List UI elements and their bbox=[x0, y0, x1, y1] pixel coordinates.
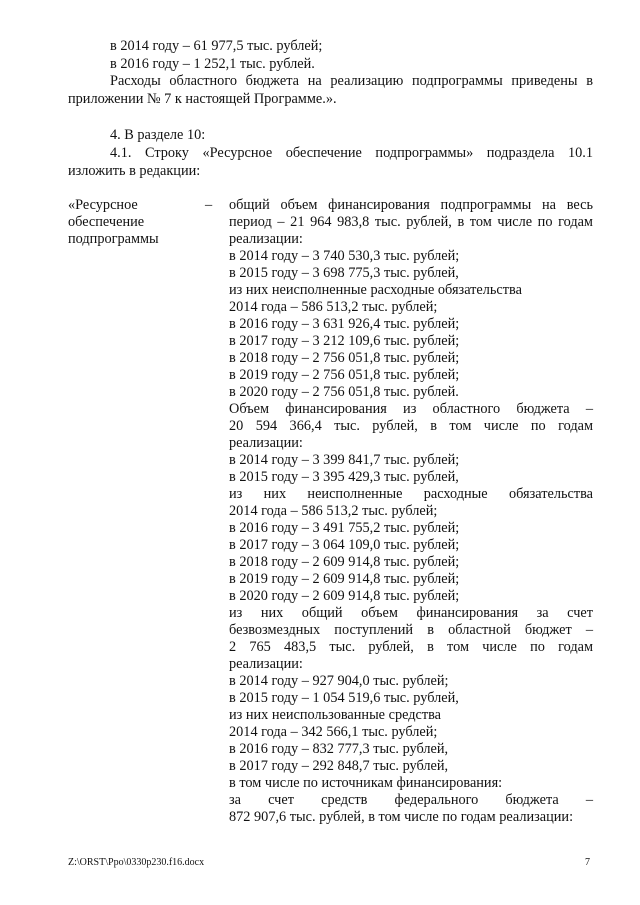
body-line: из них неисполненные расходные обязательства bbox=[229, 282, 522, 298]
body-line: реализации: bbox=[229, 435, 303, 451]
body-line: 2014 года – 586 513,2 тыс. рублей; bbox=[229, 503, 438, 519]
body-line: в 2014 году – 3 399 841,7 тыс. рублей; bbox=[229, 452, 460, 468]
paragraph-line: изложить в редакции: bbox=[68, 163, 201, 179]
page-number: 7 bbox=[585, 857, 590, 868]
row-label: подпрограммы bbox=[68, 231, 159, 247]
body-line: безвозмездных поступлений в областной бюджет – bbox=[229, 622, 593, 638]
row-dash: – bbox=[205, 197, 213, 213]
paragraph-line: Расходы областного бюджета на реализацию подпрограммы приведены в bbox=[110, 73, 593, 89]
body-line: реализации: bbox=[229, 231, 303, 247]
paragraph-line: 4.1. Строку «Ресурсное обеспечение подпрограммы» подраздела 10.1 bbox=[110, 145, 593, 161]
body-line: в 2015 году – 1 054 519,6 тыс. рублей, bbox=[229, 690, 459, 706]
body-line: общий объем финансирования подпрограммы на весь bbox=[229, 197, 593, 213]
footer-file-path: Z:\ORST\Ppo\0330p230.f16.docx bbox=[68, 857, 205, 868]
body-line: 20 594 366,4 тыс. рублей, в том числе по годам bbox=[229, 418, 593, 434]
body-line: в 2017 году – 3 212 109,6 тыс. рублей; bbox=[229, 333, 460, 349]
body-line: 2 765 483,5 тыс. рублей, в том числе по годам bbox=[229, 639, 593, 655]
section-heading: 4. В разделе 10: bbox=[110, 127, 206, 143]
body-line: в 2015 году – 3 698 775,3 тыс. рублей, bbox=[229, 265, 459, 281]
body-line: в том числе по источникам финансирования: bbox=[229, 775, 503, 791]
body-line: в 2016 году – 3 631 926,4 тыс. рублей; bbox=[229, 316, 460, 332]
body-line: в 2019 году – 2 756 051,8 тыс. рублей; bbox=[229, 367, 460, 383]
body-line: из них неисполненные расходные обязательства bbox=[229, 486, 593, 502]
body-line: Объем финансирования из областного бюджета – bbox=[229, 401, 593, 417]
body-line: в 2020 году – 2 756 051,8 тыс. рублей. bbox=[229, 384, 459, 400]
paragraph-line: приложении № 7 к настоящей Программе.». bbox=[68, 91, 337, 107]
body-line: в 2018 году – 2 756 051,8 тыс. рублей; bbox=[229, 350, 460, 366]
body-line: 2014 года – 586 513,2 тыс. рублей; bbox=[229, 299, 438, 315]
text-line: в 2014 году – 61 977,5 тыс. рублей; bbox=[110, 38, 323, 54]
body-line: 872 907,6 тыс. рублей, в том числе по годам реализации: bbox=[229, 809, 574, 825]
body-line: за счет средств федерального бюджета – bbox=[229, 792, 593, 808]
row-label: обеспечение bbox=[68, 214, 145, 230]
body-line: в 2015 году – 3 395 429,3 тыс. рублей, bbox=[229, 469, 459, 485]
body-line: в 2020 году – 2 609 914,8 тыс. рублей; bbox=[229, 588, 460, 604]
row-label: «Ресурсное bbox=[68, 197, 138, 213]
body-line: из них неиспользованные средства bbox=[229, 707, 442, 723]
body-line: из них общий объем финансирования за счет bbox=[229, 605, 593, 621]
body-line: в 2019 году – 2 609 914,8 тыс. рублей; bbox=[229, 571, 460, 587]
body-line: в 2017 году – 3 064 109,0 тыс. рублей; bbox=[229, 537, 460, 553]
body-line: в 2017 году – 292 848,7 тыс. рублей, bbox=[229, 758, 449, 774]
body-line: период – 21 964 983,8 тыс. рублей, в том числе по годам bbox=[229, 214, 593, 230]
body-line: реализации: bbox=[229, 656, 303, 672]
body-line: в 2018 году – 2 609 914,8 тыс. рублей; bbox=[229, 554, 460, 570]
body-line: в 2014 году – 3 740 530,3 тыс. рублей; bbox=[229, 248, 460, 264]
body-line: в 2014 году – 927 904,0 тыс. рублей; bbox=[229, 673, 449, 689]
body-line: в 2016 году – 3 491 755,2 тыс. рублей; bbox=[229, 520, 460, 536]
text-line: в 2016 году – 1 252,1 тыс. рублей. bbox=[110, 56, 315, 72]
body-line: в 2016 году – 832 777,3 тыс. рублей, bbox=[229, 741, 449, 757]
body-line: 2014 года – 342 566,1 тыс. рублей; bbox=[229, 724, 438, 740]
